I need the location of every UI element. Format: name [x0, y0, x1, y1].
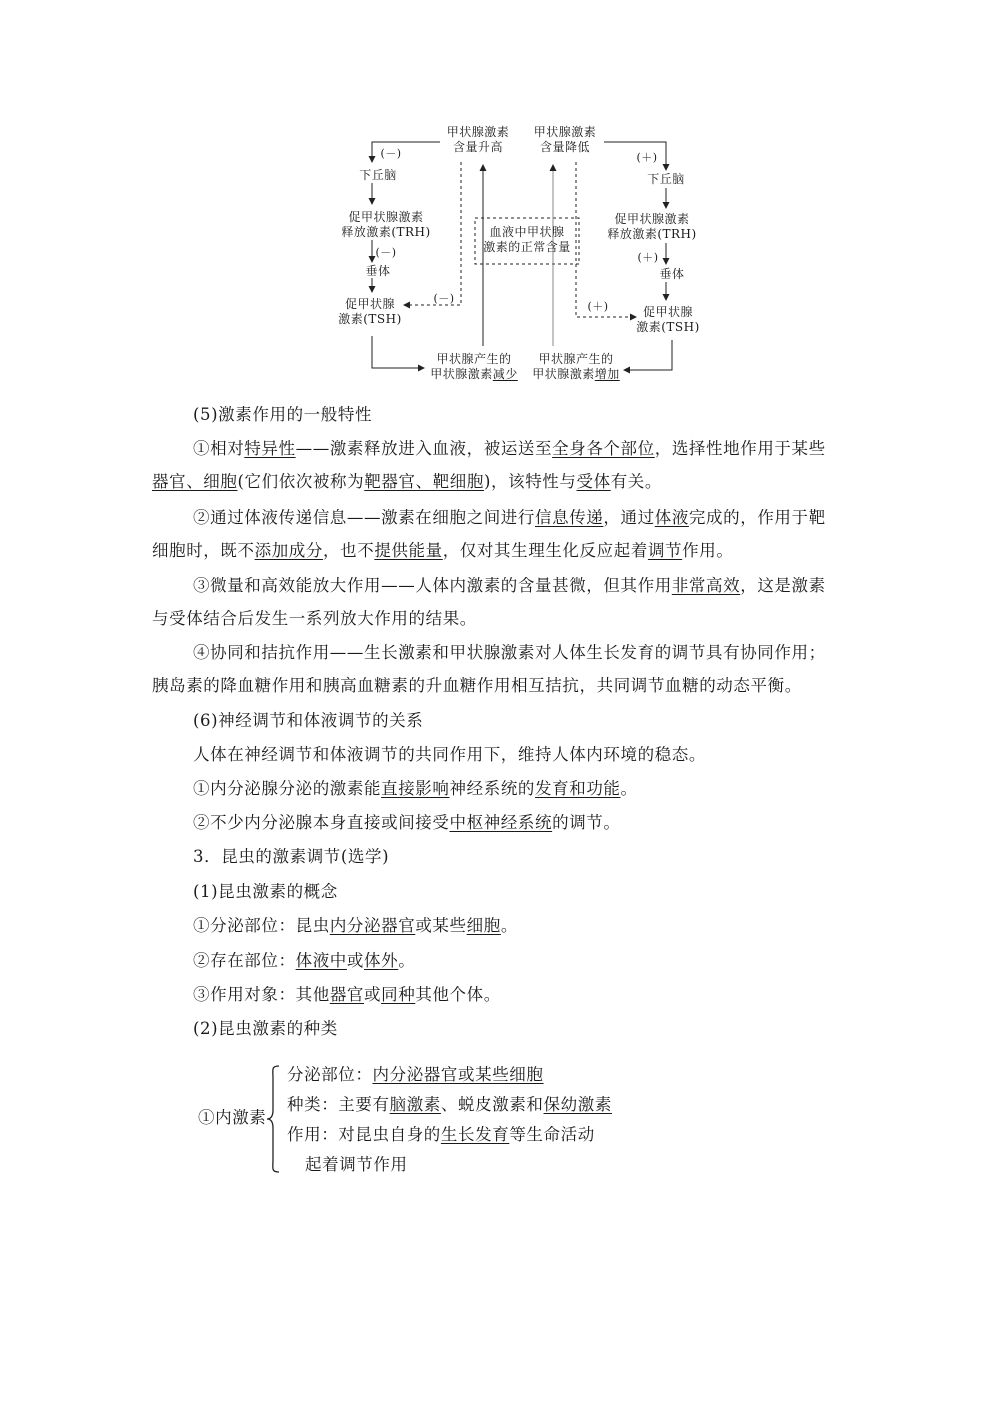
section6-intro: 人体在神经调节和体液调节的共同作用下，维持人体内环境的稳态。 [193, 745, 706, 764]
bottom-left-label: 甲状腺产生的 甲状腺激素减少 [430, 352, 518, 381]
section3-sub1: (1)昆虫激素的概念 [193, 882, 338, 901]
section6-p1: ①内分泌腺分泌的激素能直接影响神经系统的发育和功能。 [193, 779, 638, 798]
left-tsh: 促甲状腺 激素(TSH) [338, 297, 402, 326]
right-pos-2: (＋) [637, 251, 659, 264]
section6-p2: ②不少内分泌腺本身直接或间接受中枢神经系统的调节。 [193, 813, 621, 832]
section3-item-b: ②存在部位：体液中或体外。 [193, 951, 416, 970]
bottom-right-label: 甲状腺产生的 甲状腺激素增加 [532, 352, 620, 381]
section5-p3-cont: 与受体结合后发生一系列放大作用的结果。 [152, 609, 477, 628]
section5-p1: ①相对特异性——激素释放进入血液，被运送至全身各个部位，选择性地作用于某些 [193, 439, 826, 458]
endocrine-line-1: 分泌部位：内分泌器官或某些细胞 [287, 1065, 544, 1084]
top-left-label: 甲状腺激素 含量升高 [446, 125, 510, 154]
endocrine-line-3: 作用：对昆虫自身的生长发育等生命活动 [287, 1125, 595, 1144]
section5-p3: ③微量和高效能放大作用——人体内激素的含量甚微，但其作用非常高效，这是激素 [193, 576, 826, 595]
curly-brace [266, 1064, 280, 1174]
left-trh: 促甲状腺激素 释放激素(TRH) [341, 210, 431, 239]
section6-title: (6)神经调节和体液调节的关系 [193, 711, 424, 730]
right-trh: 促甲状腺激素 释放激素(TRH) [607, 212, 697, 241]
endocrine-line-4: 起着调节作用 [305, 1155, 408, 1174]
section5-p2-cont: 细胞时，既不添加成分，也不提供能量，仅对其生理生化反应起着调节作用。 [152, 541, 734, 560]
section5-p4-cont: 胰岛素的降血糖作用和胰高血糖素的升血糖作用相互拮抗，共同调节血糖的动态平衡。 [152, 676, 802, 695]
left-neg-3: (－) [433, 292, 455, 305]
right-pituitary: 垂体 [659, 267, 685, 281]
section5-p2: ②通过体液传递信息——激素在细胞之间进行信息传递，通过体液完成的，作用于靶 [193, 508, 826, 527]
endocrine-label: ①内激素 [198, 1108, 267, 1127]
center-box-label: 血液中甲状腺 激素的正常含量 [483, 225, 571, 254]
right-pos-1: (＋) [636, 151, 658, 164]
right-pos-3: (＋) [587, 300, 609, 313]
right-hypothalamus: 下丘脑 [647, 172, 685, 186]
thyroid-regulation-diagram [0, 0, 1000, 400]
section3-sub2: (2)昆虫激素的种类 [193, 1019, 338, 1038]
right-tsh: 促甲状腺 激素(TSH) [636, 305, 700, 334]
left-neg-2: (－) [375, 246, 397, 259]
section5-p4: ④协同和拮抗作用——生长激素和甲状腺激素对人体生长发育的调节具有协同作用； [193, 643, 826, 662]
section3-item-a: ①分泌部位：昆虫内分泌器官或某些细胞。 [193, 916, 518, 935]
section5-title: (5)激素作用的一般特性 [193, 405, 373, 424]
section3-item-c: ③作用对象：其他器官或同种其他个体。 [193, 985, 501, 1004]
top-right-label: 甲状腺激素 含量降低 [533, 125, 597, 154]
left-pituitary: 垂体 [365, 264, 391, 278]
left-neg-1: (－) [380, 147, 402, 160]
section3-title: 3．昆虫的激素调节(选学) [193, 847, 390, 866]
section5-p1-cont: 器官、细胞(它们依次被称为靶器官、靶细胞)，该特性与受体有关。 [152, 472, 663, 491]
diagram-arrows [0, 0, 1000, 400]
endocrine-line-2: 种类：主要有脑激素、蜕皮激素和保幼激素 [287, 1095, 612, 1114]
left-hypothalamus: 下丘脑 [359, 168, 397, 182]
